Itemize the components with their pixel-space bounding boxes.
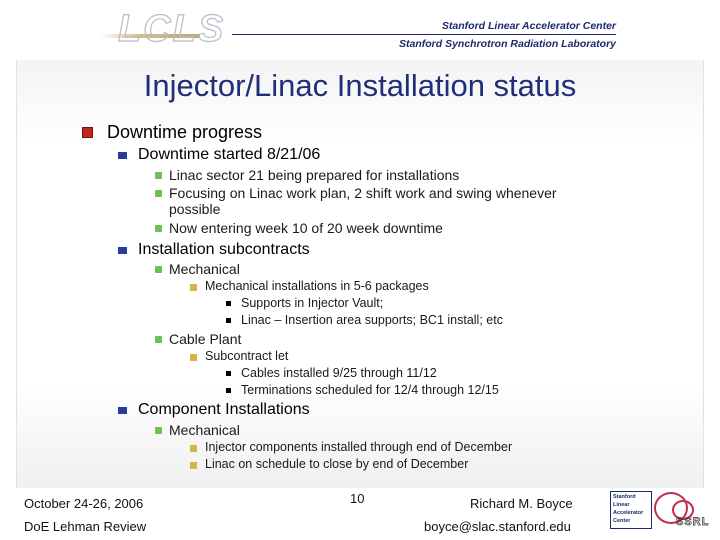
footer-email: boyce@slac.stanford.edu <box>424 519 571 534</box>
footer-date: October 24-26, 2006 <box>24 496 144 511</box>
lcls-logo <box>100 8 226 50</box>
bullet-square-icon <box>155 427 162 434</box>
slac-ssrl-logo <box>610 490 710 530</box>
bullet-mechanical: Mechanical <box>169 261 240 277</box>
bullet-square-icon <box>226 371 231 376</box>
slide-title: Injector/Linac Installation status <box>143 68 577 103</box>
footer-review-name: DoE Lehman Review <box>24 519 147 534</box>
bullet-subcontract-let: Subcontract let <box>205 349 289 363</box>
bullet-mechanical-2: Mechanical <box>169 422 240 438</box>
bullet-square-icon <box>118 152 127 159</box>
bullet-square-icon <box>190 354 197 361</box>
bullet-cables-installed: Cables installed 9/25 through 11/12 <box>241 366 437 380</box>
page-number: 10 <box>350 491 365 506</box>
bullet-component-installations: Component Installations <box>138 401 310 418</box>
bullet-terminations: Terminations scheduled for 12/4 through 12/15 <box>241 383 499 397</box>
lcls-logo-text: LCLS <box>118 8 226 50</box>
slac-logo-line: Linear <box>613 502 630 508</box>
bullet-square-icon <box>155 225 162 232</box>
header-rule <box>232 34 616 35</box>
bullet-downtime-progress: Downtime progress <box>107 122 263 142</box>
bullet-now-entering: Now entering week 10 of 20 week downtime <box>169 220 443 236</box>
bullet-square-icon <box>82 127 93 138</box>
ssrl-logo-text: SSRL <box>676 516 710 528</box>
bullet-square-icon <box>226 301 231 306</box>
bullet-linac-insertion: Linac – Insertion area supports; BC1 install; etc <box>241 313 503 327</box>
slac-logo-box <box>610 491 652 529</box>
bullet-supports-injector: Supports in Injector Vault; <box>241 296 384 310</box>
bullet-linac-sector: Linac sector 21 being prepared for installations <box>169 167 460 183</box>
bullet-linac-schedule: Linac on schedule to close by end of December <box>205 457 469 471</box>
bullet-downtime-started: Downtime started 8/21/06 <box>138 146 321 163</box>
bullet-square-icon <box>155 190 162 197</box>
bullet-square-icon <box>190 445 197 452</box>
slac-logo-line: Center <box>613 518 631 524</box>
lab-name-line2: Stanford Synchrotron Radiation Laboratory <box>398 38 616 50</box>
bullet-square-icon <box>226 388 231 393</box>
bullet-square-icon <box>190 284 197 291</box>
bullet-square-icon <box>190 462 197 469</box>
bullet-mech-installations: Mechanical installations in 5-6 packages <box>205 279 429 293</box>
bullet-focusing: Focusing on Linac work plan, 2 shift work and swing whenever <box>169 185 557 201</box>
bullet-square-icon <box>155 172 162 179</box>
bullet-focusing-continued: possible <box>169 201 221 217</box>
slac-logo-line: Accelerator <box>613 510 644 516</box>
bullet-square-icon <box>226 318 231 323</box>
bullet-square-icon <box>155 266 162 273</box>
bullet-square-icon <box>155 336 162 343</box>
bullet-injector-components: Injector components installed through end of December <box>205 440 513 454</box>
bullet-square-icon <box>118 247 127 254</box>
footer-author: Richard M. Boyce <box>470 496 573 511</box>
slac-logo-line: Stanford <box>613 494 636 500</box>
lab-name-line1: Stanford Linear Accelerator Center <box>441 20 616 32</box>
bullet-installation-subcontracts: Installation subcontracts <box>138 241 310 258</box>
bullet-square-icon <box>118 407 127 414</box>
bullet-cable-plant: Cable Plant <box>169 331 242 347</box>
